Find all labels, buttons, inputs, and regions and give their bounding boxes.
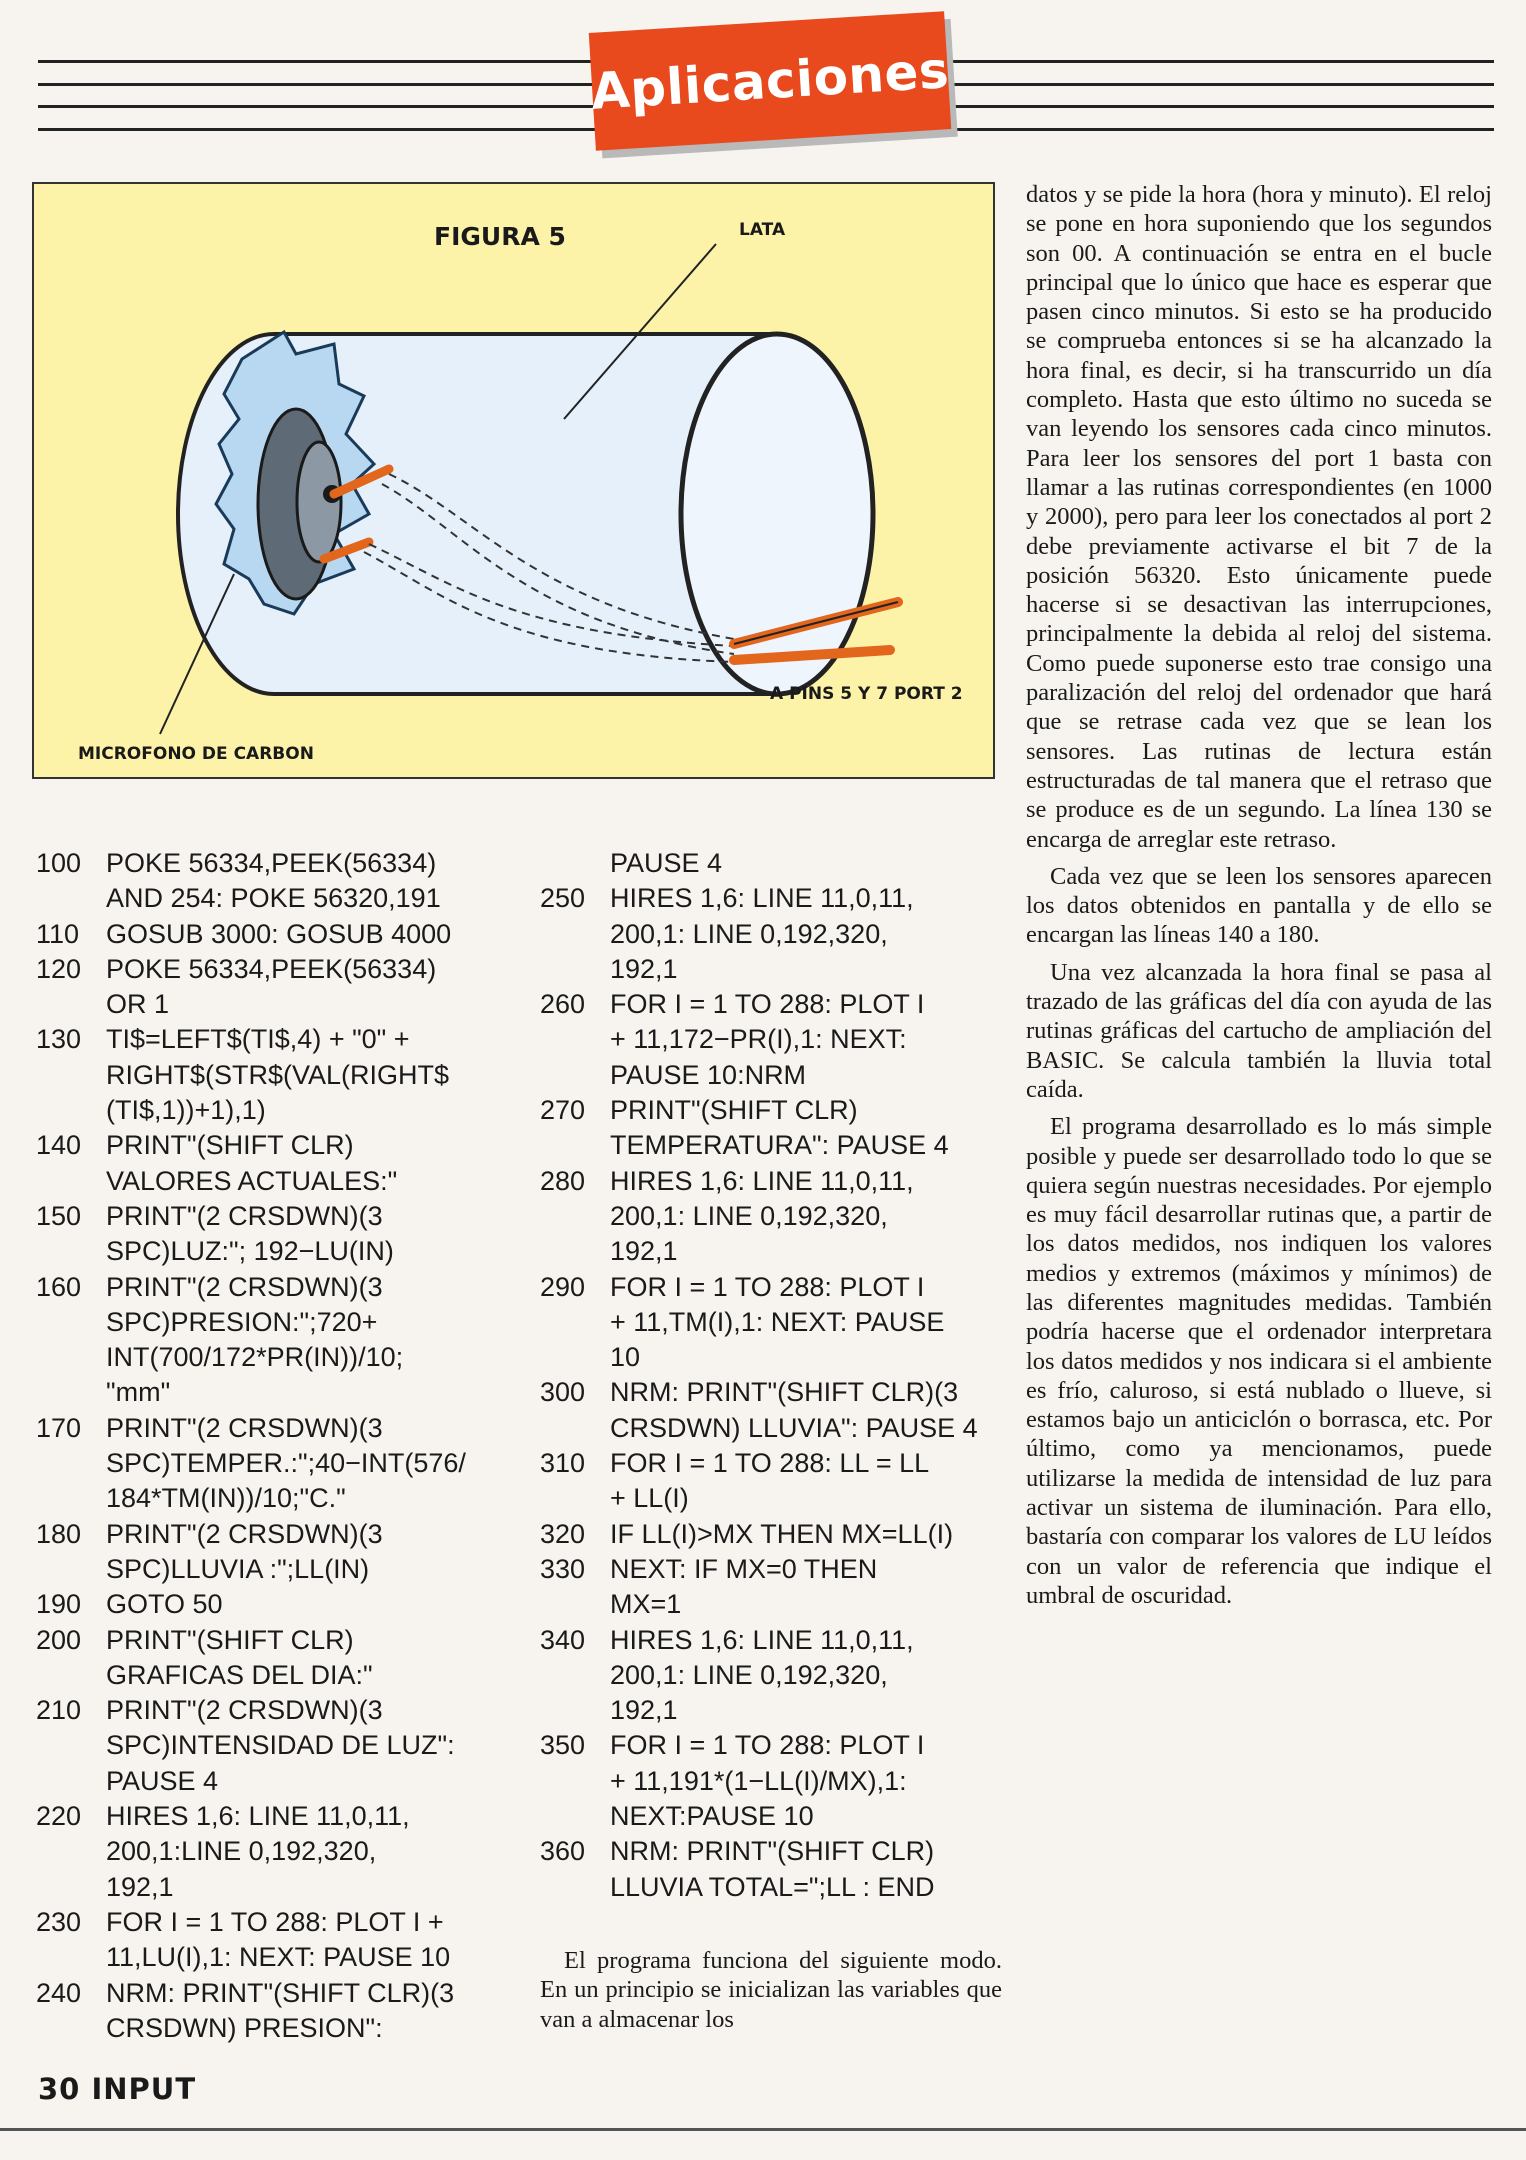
code-line bbox=[36, 1270, 536, 1411]
code-text: POKE 56334,PEEK(56334) bbox=[106, 953, 437, 984]
code-text: IF LL(I)>MX THEN MX=LL(I) bbox=[610, 1518, 954, 1549]
code-text: VALORES ACTUALES:" bbox=[106, 1165, 398, 1196]
code-text: HIRES 1,6: LINE 11,0,11, bbox=[610, 883, 914, 914]
line-number: 280 bbox=[540, 1165, 586, 1196]
code-text: 200,1: LINE 0,192,320, bbox=[610, 1200, 888, 1231]
code-text: 200,1: LINE 0,192,320, bbox=[610, 918, 888, 949]
code-line bbox=[540, 881, 1010, 987]
code-text: PAUSE 10:NRM bbox=[610, 1059, 807, 1090]
line-number: 150 bbox=[36, 1200, 82, 1231]
code-text: SPC)LLUVIA :";LL(IN) bbox=[106, 1553, 370, 1584]
paragraph-1: datos y se pide la hora (hora y minuto). El reloj se pone en hora suponiendo que los segundos son 00. A continuación se entra en el bucle principal que lo único que hace es esperar que pasen cinco minutos. Si esto se ha producido se comprueba entonces si se ha alcanzado la hora final, es decir, si ha transcurrido un día completo. Hasta que esto último no suceda se van leyendo los sensores cada cinco minutos. Para leer los sensores del port 1 basta con llamar a las rutinas correspondientes (en 1000 y 2000), pero para leer los conectados al port 2 debe previamente activarse el bit 7 de la posición 56320. Esto únicamente puede hacerse si se desactivan las interrupciones, principalmente la debida al reloj del sistema. Como puede suponerse esto trae consigo una paralización del reloj del ordenador que hará que se retrase cada vez que se lean los sensores. Las rutinas de lectura están estructuradas de tal manera que el retraso que se produce es de un segundo. La línea 130 se encarga de arreglar este retraso. bbox=[1026, 181, 1492, 853]
code-text: INT(700/172*PR(IN))/10; bbox=[106, 1342, 404, 1373]
code-text: LLUVIA TOTAL=";LL : END bbox=[610, 1871, 935, 1902]
code-text: 192,1 bbox=[610, 953, 678, 984]
code-text: PRINT"(2 CRSDWN)(3 bbox=[106, 1200, 383, 1231]
code-line bbox=[36, 1905, 536, 1976]
prose-right-column bbox=[1026, 180, 1492, 1618]
code-text: SPC)INTENSIDAD DE LUZ": bbox=[106, 1730, 455, 1761]
code-text: PRINT"(SHIFT CLR) bbox=[610, 1095, 858, 1126]
code-line bbox=[540, 1517, 1010, 1552]
code-text: AND 254: POKE 56320,191 bbox=[106, 883, 441, 914]
code-line bbox=[36, 1022, 536, 1128]
code-text: OR 1 bbox=[106, 989, 170, 1020]
code-text: PAUSE 4 bbox=[610, 848, 723, 878]
code-text: "mm" bbox=[106, 1377, 171, 1408]
code-text: 192,1 bbox=[610, 1236, 678, 1267]
line-number: 200 bbox=[36, 1624, 82, 1655]
code-text: (TI$,1))+1),1) bbox=[106, 1095, 266, 1126]
line-number: 180 bbox=[36, 1518, 82, 1549]
code-text: NRM: PRINT"(SHIFT CLR) bbox=[610, 1836, 935, 1867]
code-line bbox=[36, 1587, 536, 1622]
line-number: 140 bbox=[36, 1130, 82, 1161]
code-text: NRM: PRINT"(SHIFT CLR)(3 bbox=[610, 1377, 959, 1408]
code-line bbox=[540, 1552, 1010, 1623]
code-text: SPC)PRESION:";720+ bbox=[106, 1306, 378, 1337]
figure-5 bbox=[32, 182, 995, 779]
code-text: NEXT:PAUSE 10 bbox=[610, 1801, 814, 1832]
code-text: NEXT: IF MX=0 THEN bbox=[610, 1553, 878, 1584]
code-line bbox=[540, 1164, 1010, 1270]
code-text: GOSUB 3000: GOSUB 4000 bbox=[106, 918, 452, 949]
code-text: PRINT"(SHIFT CLR) bbox=[106, 1624, 354, 1655]
footer-rule bbox=[0, 2128, 1526, 2131]
code-text: HIRES 1,6: LINE 11,0,11, bbox=[610, 1165, 914, 1196]
code-line bbox=[36, 917, 536, 952]
code-text: GOTO 50 bbox=[106, 1589, 223, 1620]
line-number: 130 bbox=[36, 1024, 82, 1055]
prose-middle bbox=[540, 1946, 1002, 2042]
code-text: POKE 56334,PEEK(56334) bbox=[106, 848, 437, 878]
code-line bbox=[36, 1693, 536, 1799]
line-number: 330 bbox=[540, 1553, 586, 1584]
code-text: TI$=LEFT$(TI$,4) + "0" + bbox=[106, 1024, 410, 1055]
code-text: PRINT"(SHIFT CLR) bbox=[106, 1130, 354, 1161]
magazine-name: INPUT bbox=[91, 2072, 197, 2106]
line-number: 320 bbox=[540, 1518, 586, 1549]
line-number: 260 bbox=[540, 989, 586, 1020]
code-line bbox=[540, 1093, 1010, 1164]
code-text: RIGHT$(STR$(VAL(RIGHT$ bbox=[106, 1059, 450, 1090]
code-text: FOR I = 1 TO 288: PLOT I bbox=[610, 989, 925, 1020]
code-line bbox=[36, 1517, 536, 1588]
code-line bbox=[540, 1270, 1010, 1376]
code-text: SPC)LUZ:"; 192−LU(IN) bbox=[106, 1236, 394, 1267]
code-text: PAUSE 4 bbox=[106, 1765, 219, 1796]
code-listing-right bbox=[540, 846, 1010, 1905]
code-line bbox=[36, 846, 536, 917]
line-number: 250 bbox=[540, 883, 586, 914]
line-number: 340 bbox=[540, 1624, 586, 1655]
code-text: PRINT"(2 CRSDWN)(3 bbox=[106, 1412, 383, 1443]
figure-title: FIGURA 5 bbox=[434, 222, 566, 251]
section-banner bbox=[589, 11, 952, 151]
code-line bbox=[36, 1199, 536, 1270]
code-line bbox=[540, 1728, 1010, 1834]
label-can: LATA bbox=[739, 220, 786, 240]
paragraph-intro: El programa funciona del siguiente modo. En un principio se inicializan las variables que van a almacenar los bbox=[540, 1947, 1002, 2033]
line-number: 290 bbox=[540, 1271, 586, 1302]
line-number: 190 bbox=[36, 1589, 82, 1620]
line-number: 110 bbox=[36, 918, 80, 949]
code-line bbox=[540, 1446, 1010, 1517]
code-text: TEMPERATURA": PAUSE 4 bbox=[610, 1130, 949, 1161]
code-text: 200,1: LINE 0,192,320, bbox=[610, 1659, 888, 1690]
line-number: 210 bbox=[36, 1695, 82, 1726]
line-number: 240 bbox=[36, 1977, 82, 2008]
line-number: 300 bbox=[540, 1377, 586, 1408]
code-line bbox=[540, 1375, 1010, 1446]
page-number: 30 bbox=[38, 2072, 81, 2106]
code-line bbox=[36, 1623, 536, 1694]
line-number: 350 bbox=[540, 1730, 586, 1761]
section-title: Aplicaciones bbox=[589, 41, 951, 121]
code-text: + LL(I) bbox=[610, 1483, 689, 1514]
code-text: 192,1 bbox=[610, 1695, 678, 1726]
code-line bbox=[540, 987, 1010, 1093]
code-text: 192,1 bbox=[106, 1871, 174, 1902]
code-text: NRM: PRINT"(SHIFT CLR)(3 bbox=[106, 1977, 455, 2008]
line-number: 120 bbox=[36, 953, 82, 984]
code-line bbox=[36, 1128, 536, 1199]
line-number: 360 bbox=[540, 1836, 586, 1867]
code-text: CRSDWN) LLUVIA": PAUSE 4 bbox=[610, 1412, 978, 1443]
code-text: 11,LU(I),1: NEXT: PAUSE 10 bbox=[106, 1942, 451, 1973]
code-text: 184*TM(IN))/10;"C." bbox=[106, 1483, 346, 1514]
line-number: 270 bbox=[540, 1095, 586, 1126]
label-microphone: MICROFONO DE CARBON bbox=[78, 744, 314, 764]
code-text: FOR I = 1 TO 288: PLOT I bbox=[610, 1271, 925, 1302]
code-text: 10 bbox=[610, 1342, 641, 1373]
code-text: + 11,172−PR(I),1: NEXT: bbox=[610, 1024, 907, 1055]
line-number: 230 bbox=[36, 1906, 82, 1937]
code-line bbox=[540, 846, 1010, 881]
code-text: PRINT"(2 CRSDWN)(3 bbox=[106, 1271, 383, 1302]
line-number: 220 bbox=[36, 1801, 82, 1832]
page-footer bbox=[38, 2072, 196, 2106]
line-number: 310 bbox=[540, 1448, 586, 1479]
can-open-end bbox=[681, 334, 873, 694]
code-text: HIRES 1,6: LINE 11,0,11, bbox=[106, 1801, 410, 1832]
code-text: FOR I = 1 TO 288: LL = LL bbox=[610, 1448, 930, 1479]
paragraph-2: Cada vez que se leen los sensores aparecen los datos obtenidos en pantalla y de ello se encargan las líneas 140 a 180. bbox=[1026, 862, 1492, 949]
paragraph-3: Una vez alcanzada la hora final se pasa al trazado de las gráficas del día con ayuda de las rutinas gráficas del cartucho de ampliación del BASIC. Se calcula también la lluvia total caída. bbox=[1026, 958, 1492, 1103]
line-number: 170 bbox=[36, 1412, 82, 1443]
code-text: 200,1:LINE 0,192,320, bbox=[106, 1836, 377, 1867]
code-text: FOR I = 1 TO 288: PLOT I + bbox=[106, 1906, 444, 1937]
code-text: SPC)TEMPER.:";40−INT(576/ bbox=[106, 1448, 466, 1479]
code-text: + 11,TM(I),1: NEXT: PAUSE bbox=[610, 1306, 945, 1337]
code-line bbox=[36, 1411, 536, 1517]
code-text: PRINT"(2 CRSDWN)(3 bbox=[106, 1695, 383, 1726]
paragraph-4: El programa desarrollado es lo más simple posible y puede ser desarrollado todo lo que se quiera según nuestras necesidades. Por ejemplo es muy fácil desarrollar rutinas que, a partir de los datos medidos, nos indiquen los valores medios y extremos (máximos y mínimos) de las diferentes magnitudes medidas. También podría hacerse que el ordenador interpretara los datos medidos y nos indicara si el ambiente es frío, caluroso, si está nublado o llueve, si estamos bajo un anticiclón o borrasca, etc. Por último, como ya mencionamos, puede utilizarse la medida de intensidad de luz para activar un sistema de iluminación. Para ello, bastaría con comparar los valores de LU leídos con un valor de referencia que indique el umbral de oscuridad. bbox=[1026, 1113, 1492, 1609]
code-listing-left bbox=[36, 846, 536, 2046]
code-text: GRAFICAS DEL DIA:" bbox=[106, 1659, 373, 1690]
code-line bbox=[36, 1976, 536, 2047]
code-line bbox=[540, 1834, 1010, 1905]
code-text: FOR I = 1 TO 288: PLOT I bbox=[610, 1730, 925, 1761]
line-number: 160 bbox=[36, 1271, 82, 1302]
line-number: 100 bbox=[36, 848, 82, 878]
code-line bbox=[540, 1623, 1010, 1729]
code-line bbox=[36, 1799, 536, 1905]
label-pins: A PINS 5 Y 7 PORT 2 bbox=[770, 684, 963, 704]
code-text: PRINT"(2 CRSDWN)(3 bbox=[106, 1518, 383, 1549]
code-text: CRSDWN) PRESION": bbox=[106, 2012, 383, 2043]
code-text: + 11,191*(1−LL(I)/MX),1: bbox=[610, 1765, 907, 1796]
code-line bbox=[36, 952, 536, 1023]
code-text: MX=1 bbox=[610, 1589, 682, 1620]
code-text: HIRES 1,6: LINE 11,0,11, bbox=[610, 1624, 914, 1655]
